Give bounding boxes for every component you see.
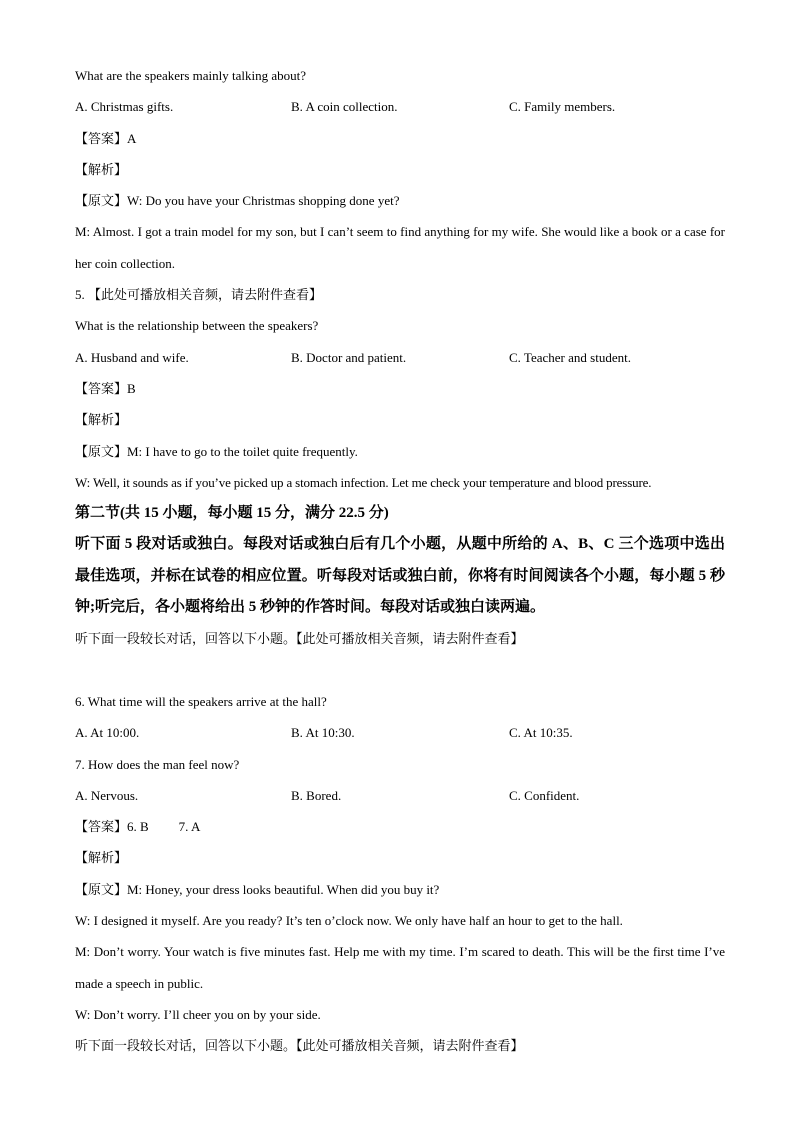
q7-option-b: B. Bored. [291,787,342,803]
q5-transcript-line: 【原文】M: I have to go to the toilet quite frequently. [75,443,358,459]
q4-analysis: 【解析】 [75,161,128,177]
q4-option-a: A. Christmas gifts. [75,99,174,115]
q67-transcript-line: W: Don’t worry. I’ll cheer you on by your side. [75,1006,321,1022]
q4-transcript-line: 【原文】W: Do you have your Christmas shopping done yet? [75,193,400,209]
q4-option-c: C. Family members. [509,99,616,115]
q67-transcript-line: 【原文】M: Honey, your dress looks beautiful. When did you buy it? [75,881,440,897]
q67-answer [75,811,725,842]
q5-stem: What is the relationship between the speakers? [75,318,319,334]
q4-option-b: B. A coin collection. [291,99,398,115]
blank-spacer [75,655,725,686]
q5-options [75,342,725,373]
q67-answer-label: 【答案】6. B [75,819,149,835]
q67-transcript-line: M: Don’t worry. Your watch is five minutes fast. Help me with my time. I’m scared to death. This will be the first time I’ve made a speech in public. [75,944,725,991]
next-dialogue-intro: 听下面一段较长对话，回答以下小题。【此处可播放相关音频，请去附件查看】 [75,1038,524,1054]
q5-option-c: C. Teacher and student. [509,349,631,365]
q67-analysis: 【解析】 [75,850,128,866]
q5-answer: 【答案】B [75,380,136,396]
q6-option-c: C. At 10:35. [509,725,573,741]
q6-options [75,717,725,748]
q6-option-b: B. At 10:30. [291,725,355,741]
section2-heading: 第二节(共 15 小题，每小题 15 分，满分 22.5 分) [75,505,389,522]
q5-title: 5. 【此处可播放相关音频，请去附件查看】 [75,287,323,303]
q67-answer-second: 7. A [178,819,201,835]
q6-stem: 6. What time will the speakers arrive at the hall? [75,693,327,709]
q67-transcript-line: W: I designed it myself. Are you ready? It’s ten o’clock now. We only have half an hour to get to the hall. [75,913,623,929]
q5-analysis: 【解析】 [75,412,128,428]
q5-option-a: A. Husband and wife. [75,349,189,365]
q7-option-a: A. Nervous. [75,787,139,803]
q4-transcript-line: M: Almost. I got a train model for my son, but I can’t seem to find anything for my wife. She would like a book or a case for her coin collection. [75,224,725,271]
q7-option-c: C. Confident. [509,787,580,803]
q6-option-a: A. At 10:00. [75,725,140,741]
q7-stem: 7. How does the man feel now? [75,756,240,772]
q4-options [75,91,725,122]
q5-option-b: B. Doctor and patient. [291,349,407,365]
q5-transcript-line: W: Well, it sounds as if you’ve picked up a stomach infection. Let me check your temperature and blood pressure. [75,474,652,490]
q7-options [75,780,725,811]
document-page [75,60,725,1062]
q4-stem: What are the speakers mainly talking about? [75,68,307,83]
q4-answer: 【答案】A [75,130,137,146]
section2-dialogue-intro: 听下面一段较长对话，回答以下小题。【此处可播放相关音频，请去附件查看】 [75,631,524,647]
section2-instructions: 听下面 5 段对话或独白。每段对话或独白后有几个小题，从题中所给的 A、B、C 三个选项中选出最佳选项，并标在试卷的相应位置。听每段对话或独白前，你将有时间阅读各个小题，每小题 5 秒钟;听完后，各小题将给出 5 秒钟的作答时间。每段对话或独白读两遍。 [75,536,725,616]
